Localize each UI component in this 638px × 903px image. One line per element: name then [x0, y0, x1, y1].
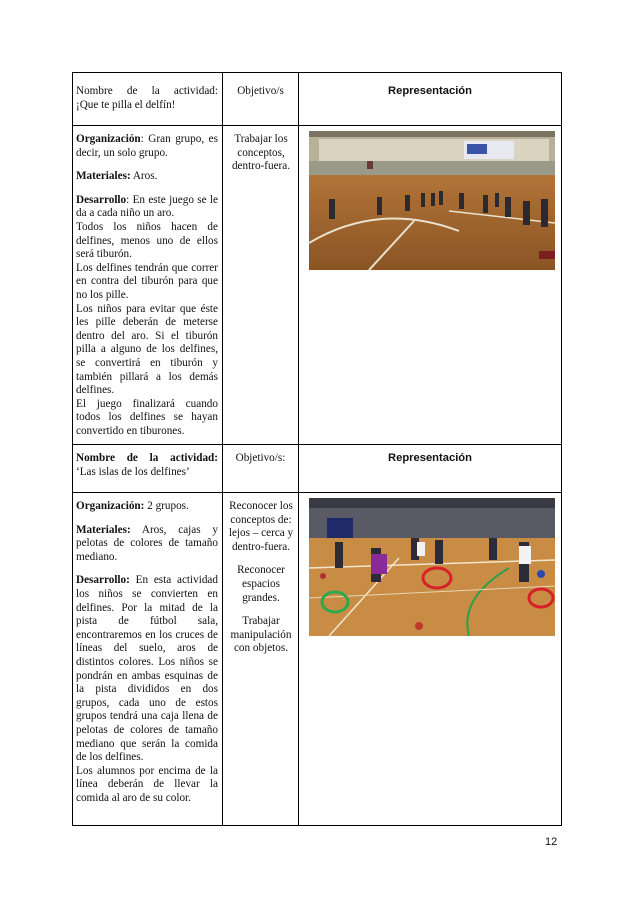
activity2-description: Organización: 2 grupos. Materiales: Aros, cajas y pelotas de colores de tamaño mediano. Desarrollo: En esta actividad los niños se convierten en delfines. Por la mitad de la pista de fútbol sala, encontraremos en los cruces de líneas del suelo, aros de distintos colores. Los niños se pondrán en ambas esquinas de la pista divididos en dos grupos, cada uno de estos grupos tendrá una caja llena de pelotas de colores de tamaño mediano que serán la comida de los delfines. Los alumnos por encima de la línea deberán de llevar la comida al aro de su color. [76, 500, 218, 804]
table-border [72, 72, 73, 826]
activity1-photo [309, 131, 555, 270]
table-border [222, 72, 223, 826]
table-border [72, 125, 562, 126]
gym-photo-2 [309, 498, 555, 636]
table-border [561, 72, 562, 826]
activity1-representation-header: Representación [388, 85, 472, 97]
table-border [72, 444, 562, 445]
activity2-name: Nombre de la actividad: ‘Las islas de los delfines’ [76, 452, 218, 478]
activity2-objective-item: Trabajar manipulación con objetos. [230, 615, 292, 655]
gym-photo-1 [309, 131, 555, 270]
table-border [72, 492, 562, 493]
activity2-objectives [226, 500, 296, 656]
page-number: 12 [545, 836, 558, 848]
activity1-objective-header: Objetivo/s [237, 85, 284, 97]
activity2-objective-item: Reconocer espacios grandes. [237, 564, 285, 604]
table-border [72, 72, 562, 73]
activities-table [72, 72, 562, 826]
activity1-description: Organización: Gran grupo, es decir, un solo grupo. Materiales: Aros. Desarrollo: En este juego se le da a cada niño un aro. Todos los niños hacen de delfines, menos uno de ellos será tiburón. Los delfines tendrán que correr en contra del tiburón para que no los pille. Los niños para evitar que éste les pille deberán de meterse dentro del aro. Si el tiburón pilla a alguno de los delfines, se convertirá en tiburón y también pillará a los demás delfines. El juego finalizará cuando todos los delfines se hayan convertido en tiburones. [76, 133, 218, 437]
activity2-photo [309, 498, 555, 636]
activity1-name: Nombre de la actividad: ¡Que te pilla el delfín! [76, 85, 218, 111]
activity2-representation-header: Representación [388, 452, 472, 464]
table-border [298, 72, 299, 826]
activity2-objective-header: Objetivo/s: [235, 452, 286, 464]
activity2-objective-item: Reconocer los conceptos de: lejos – cerca y dentro-fuera. [228, 500, 294, 553]
table-border [72, 825, 562, 826]
activity1-objective: Trabajar los conceptos, dentro-fuera. [231, 133, 291, 173]
